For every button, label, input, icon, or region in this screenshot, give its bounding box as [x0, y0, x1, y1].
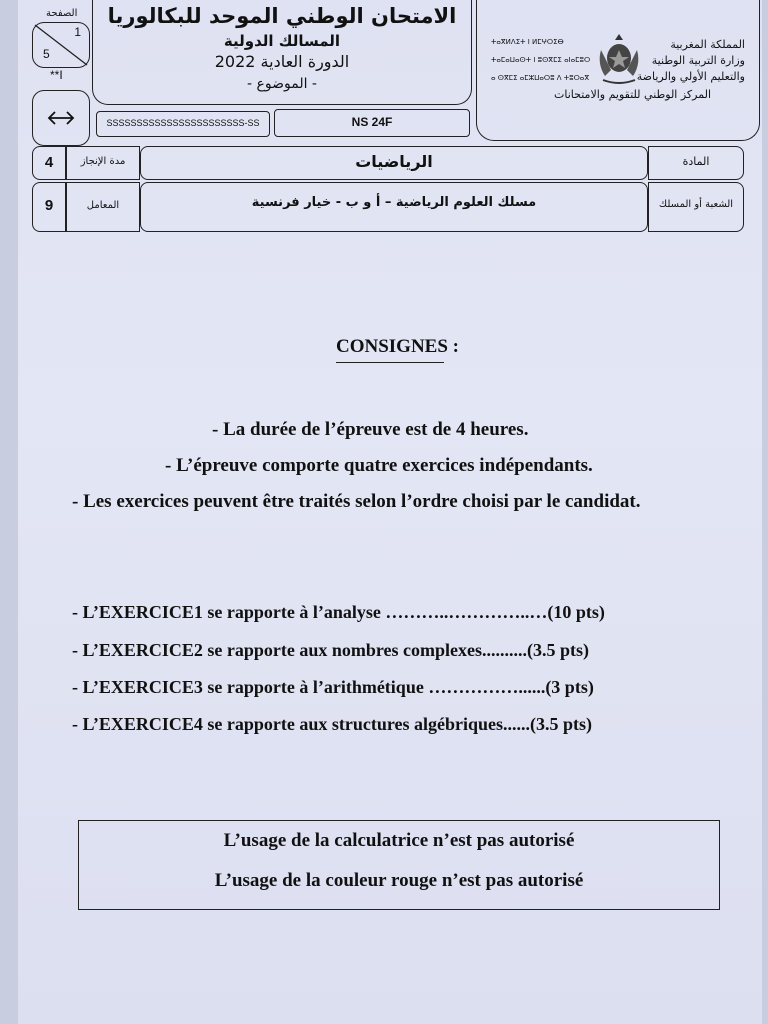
subject-value: الرياضيات	[355, 152, 433, 171]
consigne-duration: - La durée de l’épreuve est de 4 heures.	[212, 419, 529, 440]
ministry-line-3: والتعليم الأولي والرياضة	[636, 70, 745, 83]
exam-title: الامتحان الوطني الموحد للبكالوريا	[107, 4, 457, 28]
subject-label-cell	[648, 146, 744, 180]
exam-session: الدورة العادية 2022	[214, 52, 350, 71]
coef-label-cell	[66, 182, 140, 232]
exam-code-box	[274, 109, 470, 137]
double-arrow-icon	[33, 91, 89, 145]
candidate-code-box	[96, 111, 270, 137]
ministry-line-2: وزارة التربية الوطنية	[651, 54, 745, 67]
exercise-2-line: - L’EXERCICE2 se rapporte aux nombres complexes..........(3.5 pts)	[72, 640, 589, 660]
notice-box	[78, 820, 720, 910]
subject-tag: - الموضوع -	[247, 76, 317, 92]
branch-label: الشعبة أو المسلك	[658, 199, 734, 210]
exam-title-box	[92, 0, 472, 105]
exam-page	[18, 0, 762, 1024]
exercise-3-line: - L’EXERCICE3 se rapporte à l’arithmétique ……………......(3 pts)	[72, 677, 594, 697]
coef-label: المعامل	[86, 200, 120, 211]
notice-red-color: L’usage de la couleur rouge n’est pas autorisé	[214, 870, 584, 891]
duration-value-cell	[32, 146, 66, 180]
exam-track: المسالك الدولية	[223, 32, 341, 50]
tifinagh-line-2: ⵜⴰⵎⴰⵡⴰⵙⵜ ⵏ ⵓⵙⴳⵎⵉ ⴰⵏⴰⵎⵓⵔ	[491, 56, 591, 64]
arrow-box	[32, 90, 90, 146]
exercise-1-line: - L’EXERCICE1 se rapporte à l’analyse ………..…………..…(10 pts)	[72, 602, 605, 622]
ministry-box	[476, 0, 760, 141]
coef-value: 9	[44, 197, 54, 214]
consigne-exercises: - L’épreuve comporte quatre exercices indépendants.	[165, 455, 593, 476]
tifinagh-line-3: ⴰ ⵙⴳⵎⵉ ⴰⵎⵣⵡⴰⵔⵓ ⴷ ⵜⵓⵔⴰⴳ	[491, 74, 590, 82]
page-total: 5	[43, 47, 50, 61]
consignes-title: CONSIGNES :	[336, 336, 459, 357]
page-current: 1	[74, 25, 81, 39]
consignes-underline	[336, 362, 444, 363]
branch-label-cell	[648, 182, 744, 232]
branch-value-cell	[140, 182, 648, 232]
candidate-code: SSSSSSSSSSSSSSSSSSSSSSS-SS	[106, 118, 260, 128]
tifinagh-line-1: ⵜⴰⴳⵍⴷⵉⵜ ⵏ ⵍⵎⵖⵔⵉⴱ	[491, 38, 564, 46]
duration-label-cell	[66, 146, 140, 180]
page-counter-box	[32, 22, 90, 68]
subject-value-cell	[140, 146, 648, 180]
duration-label: مدة الإنجاز	[80, 156, 126, 167]
exercise-4-line: - L’EXERCICE4 se rapporte aux structures algébriques......(3.5 pts)	[72, 714, 593, 734]
exam-code: NS 24F	[351, 115, 393, 129]
consigne-order: - Les exercices peuvent être traités selon l’ordre choisi par le candidat.	[72, 491, 641, 512]
stars-mark: **I	[50, 68, 63, 82]
subject-label: المادة	[682, 155, 710, 168]
ministry-line-1: المملكة المغربية	[670, 38, 745, 51]
coef-value-cell	[32, 182, 66, 232]
branch-value: مسلك العلوم الرياضية – أ و ب - خيار فرنسية	[251, 195, 537, 210]
duration-value: 4	[44, 154, 54, 171]
ministry-line-4: المركز الوطني للتقويم والامتحانات	[554, 88, 711, 101]
notice-calculator: L’usage de la calculatrice n’est pas autorisé	[223, 830, 575, 851]
page-label: الصفحة	[46, 8, 78, 19]
